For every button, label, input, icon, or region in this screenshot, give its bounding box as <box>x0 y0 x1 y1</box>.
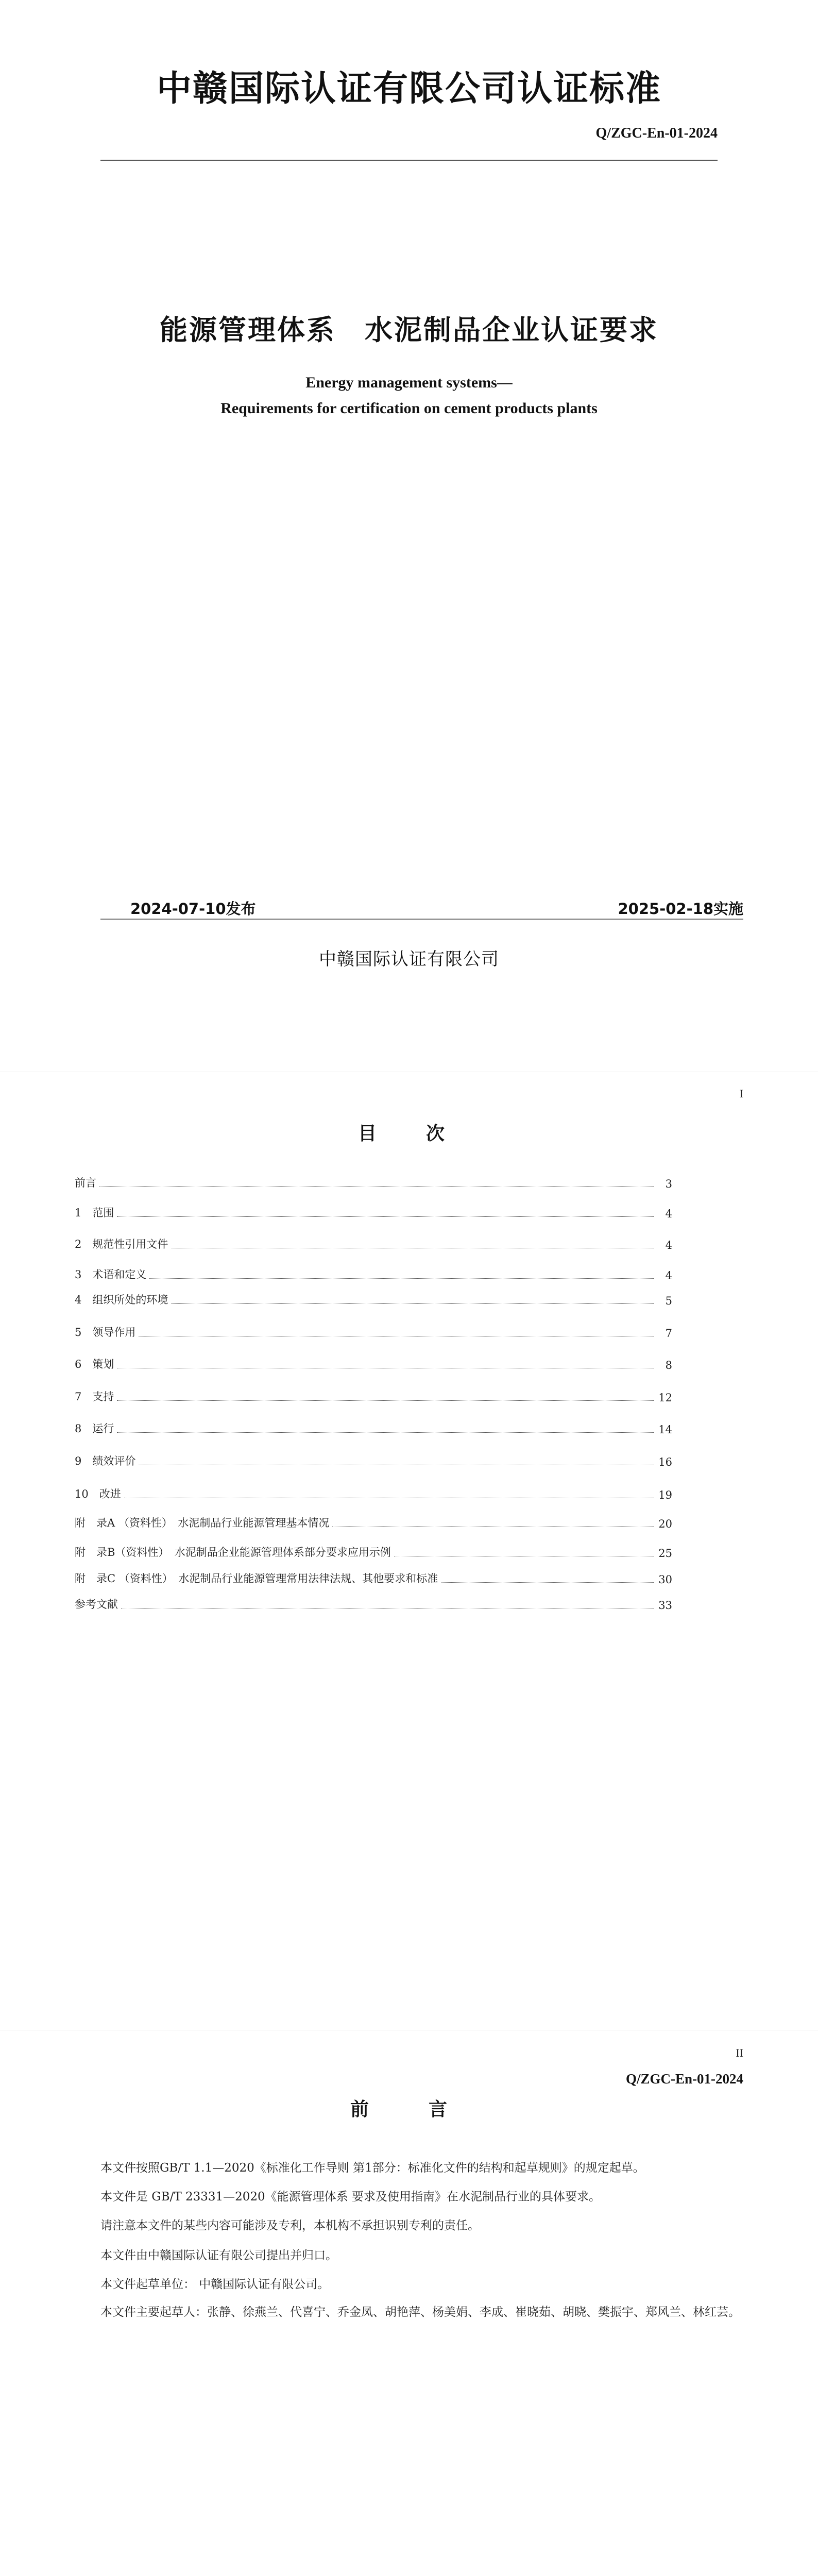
toc-leader <box>139 1464 654 1465</box>
toc-item-label: 1 范围 <box>75 1207 114 1219</box>
toc-item-label: 附 录A （资料性） 水泥制品行业能源管理基本情况 <box>75 1517 330 1529</box>
toc-leader <box>121 1607 654 1608</box>
toc-item[interactable] <box>75 1596 672 1612</box>
toc-item-page: 4 <box>665 1208 672 1220</box>
toc-item-page: 20 <box>658 1518 672 1530</box>
foreword-paragraph: 本文件是 GB/T 23331—2020《能源管理体系 要求及使用指南》在水泥制品行业的具体要求。 <box>100 2190 601 2204</box>
toc-item-label: 10 改进 <box>75 1488 121 1500</box>
toc-title: 目 次 <box>357 1123 460 1144</box>
toc-item-label: 4 组织所处的环境 <box>75 1294 168 1306</box>
toc-leader <box>149 1278 654 1279</box>
toc-leader <box>117 1432 654 1433</box>
document-title-cn <box>0 308 818 348</box>
foreword-paragraph: 本文件按照GB/T 1.1—2020《标准化工作导则 第1部分：标准化文件的结构和起草规则》的规定起草。 <box>100 2161 645 2175</box>
toc-leader <box>441 1582 654 1583</box>
foreword-paragraph: 本文件起草单位： 中赣国际认证有限公司。 <box>100 2278 330 2291</box>
toc-item-page: 5 <box>665 1295 672 1307</box>
toc-item[interactable] <box>75 1486 672 1501</box>
foreword-title: 前 言 <box>350 2099 468 2120</box>
toc-item-label: 参考文献 <box>75 1598 118 1611</box>
toc-item-page: 30 <box>658 1573 672 1586</box>
toc-item-page: 14 <box>658 1423 672 1436</box>
document-title-en-line2: Requirements for certification on cement products plants <box>220 400 598 417</box>
toc-item-label: 3 术语和定义 <box>75 1268 147 1281</box>
toc-item-label: 7 支持 <box>75 1391 114 1403</box>
toc-leader <box>394 1555 654 1556</box>
header-divider <box>100 160 718 161</box>
toc-item[interactable] <box>75 1324 672 1340</box>
document-title-part1: 能源管理体系 <box>160 314 336 346</box>
toc-leader <box>99 1186 654 1187</box>
toc-item-page: 12 <box>658 1392 672 1404</box>
toc-item[interactable] <box>75 1544 672 1560</box>
toc-item[interactable] <box>75 1420 672 1436</box>
toc-item-label: 8 运行 <box>75 1422 114 1435</box>
toc-item[interactable] <box>75 1356 672 1371</box>
toc-leader <box>124 1497 654 1498</box>
toc-page-number: I <box>739 1087 743 1100</box>
toc-leader <box>332 1526 654 1527</box>
foreword-page-number: II <box>736 2046 743 2059</box>
toc-item-page: 8 <box>665 1359 672 1371</box>
toc-leader <box>117 1216 654 1217</box>
toc-item-page: 33 <box>658 1599 672 1612</box>
toc-item[interactable] <box>75 1515 672 1530</box>
publish-date: 2024-07-10发布 <box>130 900 256 918</box>
toc-item-label: 9 绩效评价 <box>75 1455 136 1467</box>
toc-leader <box>117 1367 654 1368</box>
toc-item-page: 4 <box>665 1239 672 1251</box>
standard-code: Q/ZGC-En-01-2024 <box>595 125 718 141</box>
foreword-paragraph: 请注意本文件的某些内容可能涉及专利，本机构不承担识别专利的责任。 <box>100 2219 480 2232</box>
toc-item-page: 3 <box>665 1178 672 1190</box>
toc-item[interactable] <box>75 1205 672 1220</box>
standard-series-title: 中赣国际认证有限公司认证标准 <box>156 69 661 109</box>
toc-item-label: 6 策划 <box>75 1358 114 1370</box>
toc-item-label: 附 录B（资料性） 水泥制品企业能源管理体系部分要求应用示例 <box>75 1546 391 1558</box>
toc-item[interactable] <box>75 1453 672 1468</box>
toc-leader <box>117 1400 654 1401</box>
toc-item-label: 附 录C （资料性） 水泥制品行业能源管理常用法律法规、其他要求和标准 <box>75 1572 438 1585</box>
toc-item-label: 前言 <box>75 1177 96 1189</box>
toc-item[interactable] <box>75 1236 672 1251</box>
issuing-organization: 中赣国际认证有限公司 <box>319 949 499 970</box>
foreword-paragraph: 本文件主要起草人：张静、徐燕兰、代喜宁、乔金凤、胡艳萍、杨美娟、李成、崔晓茹、胡晓、樊振宇、郑风兰、林红芸。 <box>100 2306 740 2319</box>
implement-date: 2025-02-18实施 <box>618 900 743 918</box>
toc-item-label: 5 领导作用 <box>75 1326 136 1338</box>
toc-leader <box>171 1303 654 1304</box>
foreword-paragraph: 本文件由中赣国际认证有限公司提出并归口。 <box>100 2249 337 2262</box>
toc-item-page: 16 <box>658 1456 672 1468</box>
document-title-en-line1: Energy management systems— <box>305 374 513 391</box>
toc-item[interactable] <box>75 1266 672 1282</box>
toc-item-page: 25 <box>658 1547 672 1560</box>
toc-item[interactable] <box>75 1388 672 1404</box>
foreword-standard-code: Q/ZGC-En-01-2024 <box>625 2071 743 2087</box>
document-title-part2: 水泥制品企业认证要求 <box>365 314 658 346</box>
date-divider <box>100 919 743 920</box>
toc-item-page: 19 <box>658 1489 672 1501</box>
toc-item[interactable] <box>75 1175 672 1190</box>
toc-leader <box>171 1247 654 1248</box>
toc-item[interactable] <box>75 1570 672 1586</box>
toc-item-page: 4 <box>665 1269 672 1282</box>
toc-item-label: 2 规范性引用文件 <box>75 1238 168 1250</box>
toc-item-page: 7 <box>665 1327 672 1340</box>
toc-leader <box>139 1335 654 1336</box>
toc-item[interactable] <box>75 1292 672 1307</box>
